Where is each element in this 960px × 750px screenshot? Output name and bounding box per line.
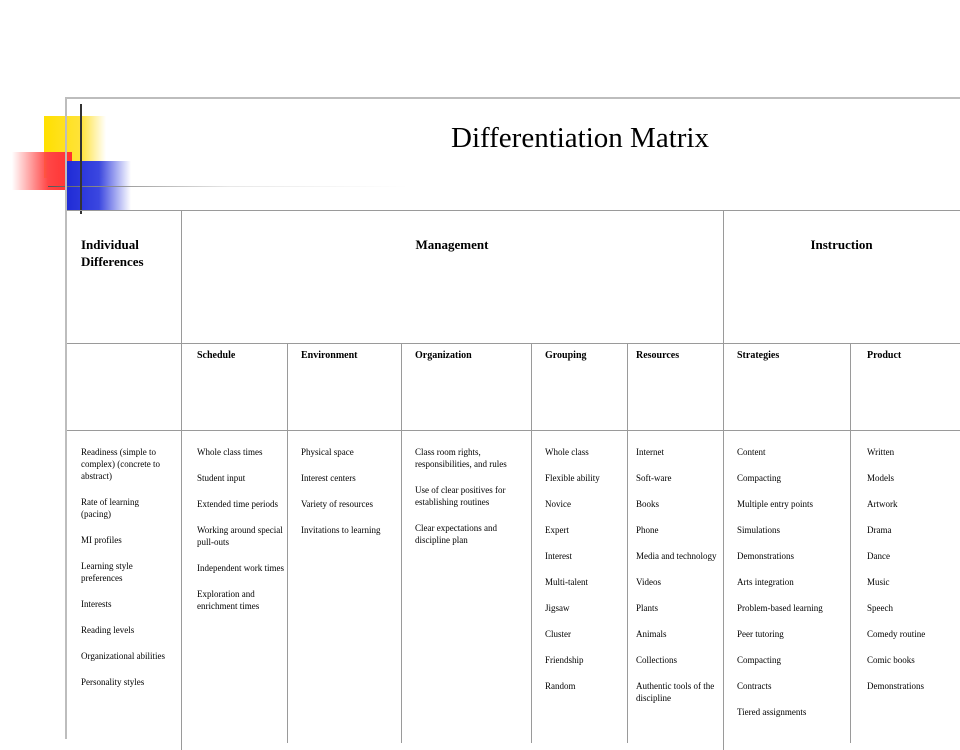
list-item: Random [545, 681, 576, 691]
subheader-environment: Environment [301, 350, 358, 361]
list-item: Compacting [737, 655, 781, 665]
list-item: Plants [636, 603, 659, 613]
list-item: Comedy routine [867, 629, 926, 639]
list-item: Arts integration [737, 577, 794, 587]
list-item: Invitations to learning [301, 525, 381, 535]
list-item: Contracts [737, 681, 772, 691]
column-individual-differences [81, 446, 169, 702]
list-item: Comic books [867, 655, 915, 665]
decor-red-bar [12, 152, 72, 190]
list-item: Problem-based learning [737, 603, 823, 613]
list-item: Exploration and enrichment times [197, 589, 260, 611]
list-item: Extended time periods [197, 499, 278, 509]
row-divider [67, 210, 960, 211]
list-item: Clear expectations and discipline plan [415, 523, 497, 545]
subheader-strategies: Strategies [737, 350, 780, 361]
list-item: Demonstrations [737, 551, 794, 561]
list-item: Internet [636, 447, 664, 457]
list-item: Multiple entry points [737, 499, 813, 509]
col-divider [181, 210, 182, 750]
list-item: Media and technology [636, 551, 717, 561]
list-item: Phone [636, 525, 659, 535]
list-item: Flexible ability [545, 473, 600, 483]
list-item: Authentic tools of the discipline [636, 681, 715, 703]
list-item: Simulations [737, 525, 781, 535]
col-divider [627, 343, 628, 743]
header-instruction: Instruction [810, 237, 873, 252]
list-item: Class room rights, responsibilities, and rules [415, 447, 507, 469]
row-divider [67, 430, 960, 431]
list-item: Learning style preferences [81, 561, 133, 583]
subheader-grouping: Grouping [545, 350, 587, 361]
column-environment [301, 446, 393, 550]
list-item: Books [636, 499, 660, 509]
row-divider [67, 343, 960, 344]
list-item: Reading levels [81, 625, 135, 635]
slide-title: Differentiation Matrix [451, 122, 709, 154]
subheader-schedule: Schedule [197, 350, 236, 361]
column-schedule [197, 446, 289, 626]
col-divider [401, 343, 402, 743]
list-item: Collections [636, 655, 677, 665]
list-item: Compacting [737, 473, 781, 483]
list-item: Videos [636, 577, 661, 587]
list-item: Multi-talent [545, 577, 588, 587]
list-item: Expert [545, 525, 569, 535]
col-divider [850, 343, 851, 743]
list-item: Cluster [545, 629, 571, 639]
list-item: Personality styles [81, 677, 145, 687]
list-item: Organizational abilities [81, 651, 166, 661]
column-resources [636, 446, 726, 718]
header-management: Management [415, 237, 489, 252]
column-strategies [737, 446, 845, 732]
list-item: Drama [867, 525, 892, 535]
list-item: Soft-ware [636, 473, 672, 483]
list-item: Animals [636, 629, 667, 639]
list-item: Working around special pull-outs [197, 525, 283, 547]
list-item: Physical space [301, 447, 354, 457]
list-item: Written [867, 447, 895, 457]
list-item: Jigsaw [545, 603, 570, 613]
list-item: Friendship [545, 655, 584, 665]
list-item: Whole class [545, 447, 589, 457]
list-item: Speech [867, 603, 893, 613]
list-item: Variety of resources [301, 499, 373, 509]
list-item: Content [737, 447, 766, 457]
list-item: Tiered assignments [737, 707, 807, 717]
header-individual-differences: Individual Differences [81, 237, 144, 269]
col-divider [531, 343, 532, 743]
list-item: Peer tutoring [737, 629, 784, 639]
list-item: Interest centers [301, 473, 356, 483]
column-product [867, 446, 957, 706]
subheader-product: Product [867, 350, 902, 361]
list-item: Rate of learning (pacing) [81, 497, 139, 519]
list-item: MI profiles [81, 535, 122, 545]
column-organization [415, 446, 515, 560]
list-item: Interest [545, 551, 572, 561]
list-item: Artwork [867, 499, 898, 509]
list-item: Independent work times [197, 563, 284, 573]
list-item: Music [867, 577, 890, 587]
list-item: Novice [545, 499, 571, 509]
list-item: Use of clear positives for establishing routines [415, 485, 506, 507]
column-grouping [545, 446, 615, 706]
list-item: Whole class times [197, 447, 263, 457]
list-item: Readiness (simple to complex) (concrete to abstract) [81, 447, 160, 481]
list-item: Models [867, 473, 894, 483]
subheader-resources: Resources [636, 350, 680, 361]
list-item: Demonstrations [867, 681, 924, 691]
list-item: Dance [867, 551, 890, 561]
list-item: Interests [81, 599, 112, 609]
subheader-organization: Organization [415, 350, 472, 361]
list-item: Student input [197, 473, 246, 483]
